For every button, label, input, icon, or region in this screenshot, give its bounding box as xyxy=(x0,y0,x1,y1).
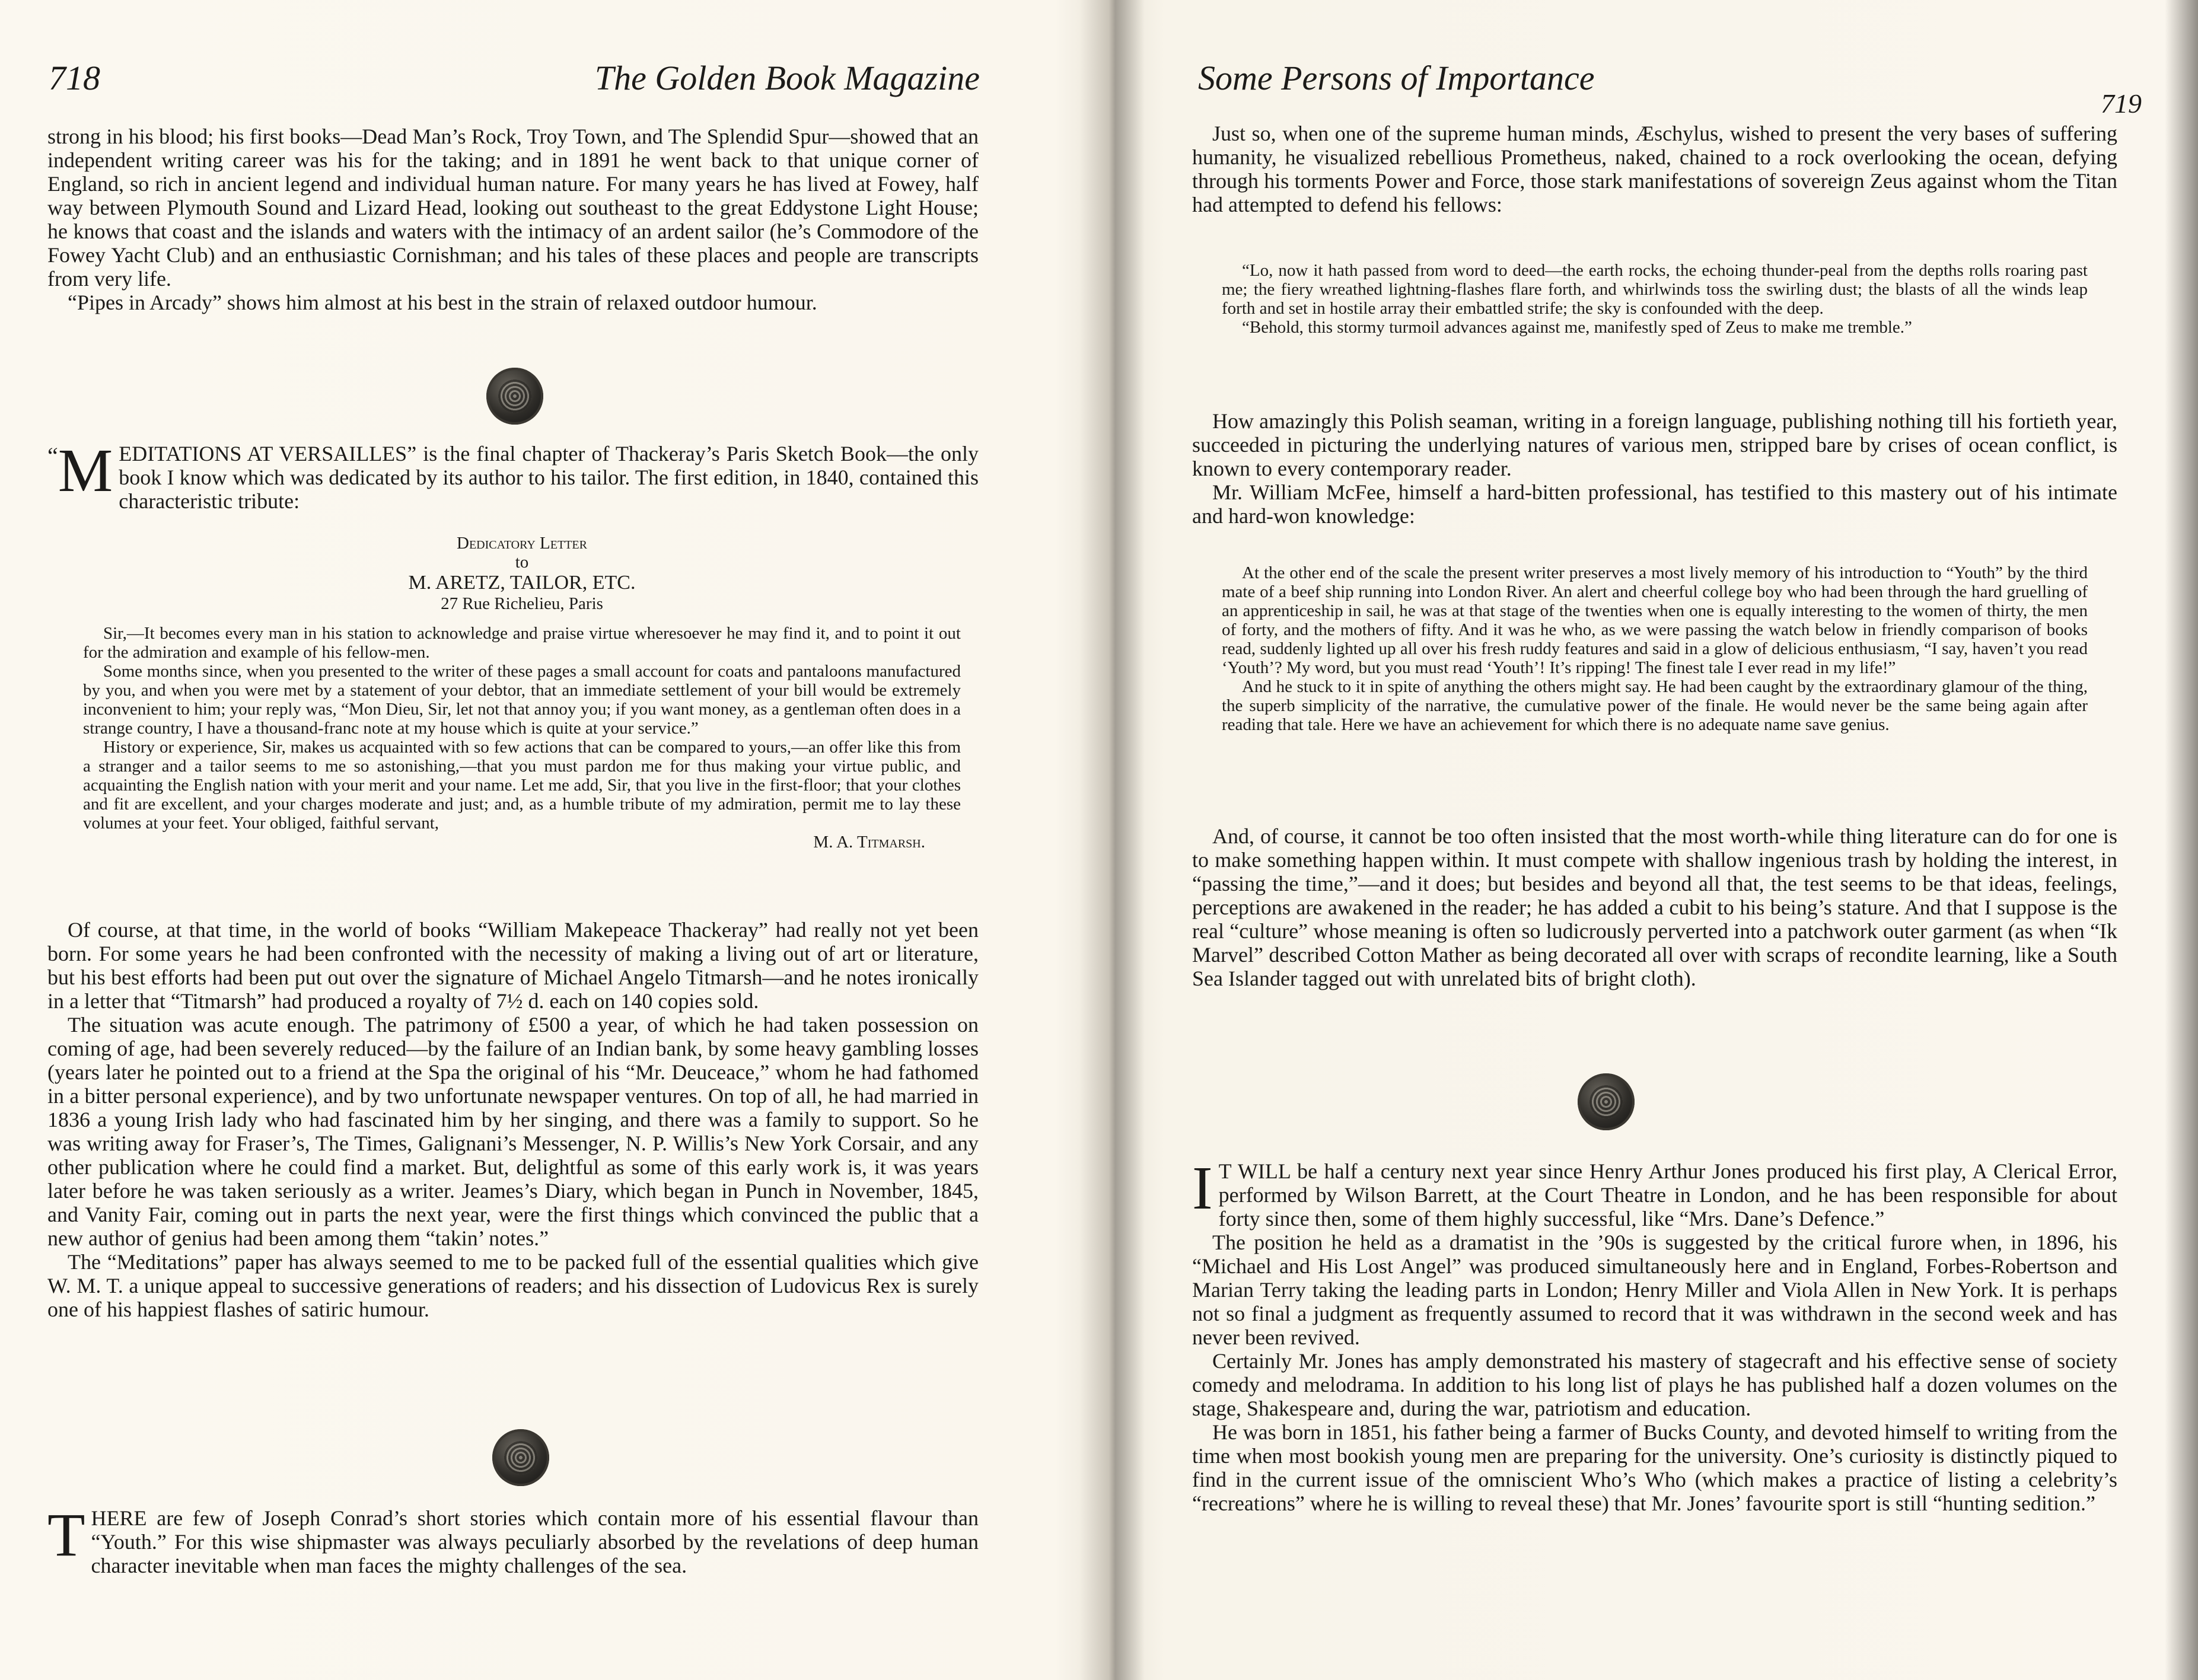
jones-paragraph-2: The position he held as a dramatist in the ’90s is suggested by the critical furore when, in 1896, his “Michael and His Lost Angel” was produced simultaneously here and in England, Forbes-Robertson and Marian Terry taking the leading parts in London; Henry Miller and Viola Allen in New York. It is perhaps not so final a judgment as frequently assumed to record that it was withdrawn in the second week and has never been revived. xyxy=(1192,1230,2117,1349)
right-running-head: Some Persons of Importance xyxy=(1198,59,1595,97)
aeschylus-paragraph: Just so, when one of the supreme human minds, Æschylus, wished to present the very bases of suffering humanity, he visualized rebellious Prometheus, naked, chained to a rock overlooking the ocean, defying through his torments Power and Force, those stark manifestations of sovereign Zeus against whom the Titan had attempted to defend his fellows: xyxy=(1192,122,2117,216)
jones-paragraph-3: Certainly Mr. Jones has amply demonstrated his mastery of stagecraft and his effective sense of society comedy and melodrama. In addition to his long list of plays he has published half a dozen volumes on the stage, Shakespeare and, during the war, patriotism and education. xyxy=(1192,1349,2117,1420)
mcfee-quote-paragraph-2: And he stuck to it in spite of anything the others might say. He had been caught by the extraordinary glamour of the thing, the superb simplicity of the narrative, the cumulative power of the finale. He would never be the same being again after reading that tale. Here we have an achievement for which there is no adequate name save genius. xyxy=(1222,677,2088,734)
letter-paragraph-3: History or experience, Sir, makes us acquainted with so few actions that can be compared to yours,—an offer like this from a stranger and a tailor seems to me so astonishing,—that you must pardon me for thus making your virtue public, and acquainting the English nation with your merit and your name. Let me add, Sir, that you live in the first-floor; that your clothes and fit are excellent, and your charges moderate and just; and, as a humble tribute of my admiration, permit me to lay these volumes at your feet. Your obliged, faithful servant, xyxy=(83,738,961,833)
left-running-head: The Golden Book Magazine xyxy=(594,59,980,97)
thackeray-paragraph-1: Of course, at that time, in the world of books “William Makepeace Thackeray” had really not yet been born. For some years he had been confronted with the necessity of making a living out of art or literature, but his best efforts had been put out over the signature of Michael Angelo Titmarsh—and he notes ironically in a letter that “Titmarsh” had produced a royalty of 7½ d. each on 140 copies sold. xyxy=(47,918,979,1013)
prometheus-quote-paragraph-2: “Behold, this stormy turmoil advances against me, manifestly sped of Zeus to make me tremble.” xyxy=(1242,318,1912,337)
mcfee-paragraph: Mr. William McFee, himself a hard-bitten professional, has testified to this mastery out of his intimate and hard-won knowledge: xyxy=(1192,480,2117,528)
jones-text-1: T WILL be half a century next year since Henry Arthur Jones produced his first play, A Clerical Error, performed by Wilson Barrett, at the Court Theatre in London, and he has been responsible for about forty since then, some of them highly successful, like “Mrs. Dane’s Defence.” xyxy=(1218,1159,2117,1230)
dedication-heading: Dedicatory Letter xyxy=(457,534,587,553)
jones-paragraph-1 xyxy=(1192,1154,2117,1230)
meditations-open-quote: “ xyxy=(47,442,58,469)
letter-signature: M. A. Titmarsh. xyxy=(813,833,925,852)
mcfee-quote-paragraph-1: At the other end of the scale the present writer preserves a most lively memory of his introduction to “Youth” by the third mate of a beef ship running into London River. An alert and cheerful college boy who had been through the hard gruelling of an apprenticeship in sail, he was at that stage of the twenties when one is equally interesting to the women of thirty, the men of forty, and the mothers of fifty. And it was he who, as we were passing the watch below in friendly comparison of books read, suddenly lighted up all over his fresh ruddy features and said in a glow of delicious enthusiasm, “I say, haven’t you read ‘Youth’? My word, but you must read ‘Youth’! It’s ripping! The finest tale I ever read in my life!” xyxy=(1222,563,2088,677)
thackeray-paragraph-2: The situation was acute enough. The patrimony of £500 a year, of which he had taken possession on coming of age, had been severely reduced—by the failure of an Indian bank, by some heavy gambling losses (years later he pointed out to a friend at the Spa the original of his “Mr. Deuceace,” whom he had fathomed in a bitter personal experience), and by two unfortunate newspaper ventures. On top of all, he had married in 1836 a young Irish lady who had fascinated him by her singing, and there was a family to support. So he was writing away for Fraser’s, The Times, Galignani’s Messenger, N. P. Willis’s New York Corsair, and any other publication where he could find a market. But, delightful as some of this early work is, it was years later before he was taken seriously as a writer. Jeames’s Diary, which began in Punch in November, 1845, and Vanity Fair, coming out in parts the next year, were the first things which convinced the public that a new author of genius had been among them “takin’ notes.” xyxy=(47,1013,979,1250)
conrad-praise-block xyxy=(1192,409,2117,528)
dedication-addressee: M. ARETZ, TAILOR, ETC. xyxy=(408,572,636,594)
dedication-to: to xyxy=(515,553,529,572)
aeschylus-block xyxy=(1192,122,2117,216)
meditations-text: EDITATIONS AT VERSAILLES” is the final chapter of Thackeray’s Paris Sketch Book—the only book I know which was dedicated by its author to his tailor. The first edition, in 1840, contained this characteristic tribute: xyxy=(119,442,979,513)
letter-paragraph-2: Some months since, when you presented to the writer of these pages a small account for coats and pantaloons manufactured by you, and when you were met by a statement of your debtor, that an immediate settlement of your bill would be extremely inconvenient to him; your reply was, “Mon Dieu, Sir, let not that annoy you; if you want money, as a gentleman often does in a strange country, I have a thousand-franc note at my house which is quite at your service.” xyxy=(83,662,961,738)
pipes-paragraph: “Pipes in Arcady” shows him almost at his best in the strain of relaxed outdoor humour. xyxy=(68,291,817,314)
prometheus-quote xyxy=(1222,261,2088,337)
jones-block xyxy=(1192,1154,2117,1515)
conrad-block xyxy=(47,1501,979,1577)
thackeray-paragraph-3: The “Meditations” paper has always seemed to me to be packed full of the essential qualities which give W. M. T. a unique appeal to successive generations of readers; and his dissection of Ludovicus Rex is surely one of his happiest flashes of satiric humour. xyxy=(47,1250,979,1321)
letter-paragraph-1: Sir,—It becomes every man in his station to acknowledge and praise virtue wheresoever he may find it, and to point it out for the admiration and example of his fellow-men. xyxy=(83,624,961,662)
meditations-block xyxy=(47,436,979,513)
literature-paragraph: And, of course, it cannot be too often insisted that the most worth-while thing literature can do for one is to make something happen within. It must compete with shallow ingenious trash by holding the interest, in “passing the time,”—and it does; but besides and beyond all that, the test seems to be that ideas, feelings, perceptions are awakened in the reader; he has added a cubit to his being’s stature. And that I suppose is the real “culture” whose meaning is often so ludicrously perverted into a patchwork outer garment (as when “Ik Marvel” described Cotton Mather as being decorated all over with scraps of recondite learning, like a South Sea Islander tagged out with unrelated bits of bright cloth). xyxy=(1192,824,2117,990)
meditations-paragraph xyxy=(47,436,979,513)
floral-ornament-icon xyxy=(1578,1073,1635,1130)
dedication-address: 27 Rue Richelieu, Paris xyxy=(441,594,603,613)
prometheus-quote-paragraph-1: “Lo, now it hath passed from word to deed—the earth rocks, the echoing thunder-peal from the depths rolls roaring past me; the fiery wreathed lightning-flashes flare forth, and whirlwinds toss the swirling dust; the blasts of all the winds leap forth and set in hostile array their embattled strife; the sky is confounded with the deep. xyxy=(1222,261,2088,318)
jones-paragraph-4: He was born in 1851, his father being a farmer of Bucks County, and devoted himself to writing from the time when most bookish young men are preparing for the university. One’s curiosity is distinctly piqued to find in the current issue of the omniscient Who’s Who (which makes a practice of listing a celebrity’s “recreations” where he is willing to reveal these) that Mr. Jones’ favourite sport is still “hunting sedition.” xyxy=(1192,1420,2117,1515)
polish-seaman-paragraph: How amazingly this Polish seaman, writing in a foreign language, publishing nothing till his fortieth year, succeeded in picturing the underlying natures of various men, stripped bare by crises of ocean conflict, is known to every contemporary reader. xyxy=(1192,409,2117,480)
dedication-letter xyxy=(83,534,961,852)
jones-dropcap: I xyxy=(1192,1154,1213,1222)
right-page-number: 719 xyxy=(2101,88,2142,119)
conrad-paragraph xyxy=(47,1501,979,1577)
meditations-dropcap: M xyxy=(58,436,113,505)
thackeray-block xyxy=(47,918,979,1321)
right-page xyxy=(1115,0,2198,1680)
conrad-dropcap: T xyxy=(47,1501,85,1569)
left-page-number: 718 xyxy=(49,59,100,97)
intro-paragraph: strong in his blood; his first books—Dead Man’s Rock, Troy Town, and The Splendid Spur—showed that an independent writing career was his for the taking; and in 1891 he went back to that unique corner of England, so rich in ancient legend and individual human nature. For many years he has lived at Fowey, half way between Plymouth Sound and Lizard Head, looking out southeast to the great Eddystone Light House; he knows that coast and the islands and waters with the intimacy of an ardent sailor (he’s Commodore of the Fowey Yacht Club) and an enthusiastic Cornishman; and his tales of these places and people are transcripts from very life. xyxy=(47,125,979,291)
conrad-text: HERE are few of Joseph Conrad’s short stories which contain more of his essential flavour than “Youth.” For this wise shipmaster was always peculiarly absorbed by the revelations of deep human character inevitable when man faces the mighty challenges of the sea. xyxy=(91,1506,979,1577)
left-intro-block xyxy=(47,125,979,314)
floral-ornament-icon xyxy=(492,1429,549,1486)
mcfee-quote xyxy=(1222,563,2088,734)
literature-block xyxy=(1192,824,2117,990)
floral-ornament-icon xyxy=(486,368,543,425)
